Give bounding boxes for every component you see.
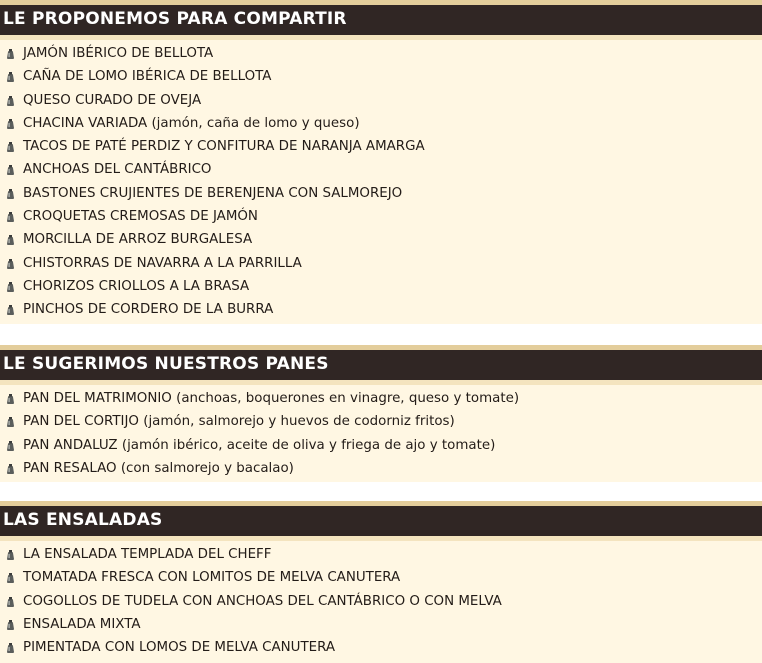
menu-item-label: TOMATADA FRESCA CON LOMITOS DE MELVA CANUTERA	[23, 570, 401, 586]
section-header	[0, 345, 762, 385]
bottle-icon	[6, 550, 15, 560]
menu-item	[0, 228, 762, 251]
menu-item	[0, 457, 762, 480]
menu-item-label: ENSALADA MIXTA	[23, 616, 141, 632]
menu-item	[0, 543, 762, 566]
menu-item-label: PINCHOS DE CORDERO DE LA BURRA	[23, 302, 274, 318]
menu-item	[0, 590, 762, 613]
section-header	[0, 0, 762, 40]
menu-item-label: ANCHOAS DEL CANTÁBRICO	[23, 162, 212, 178]
menu-item-label: CROQUETAS CREMOSAS DE JAMÓN	[23, 209, 258, 225]
bottle-icon	[6, 464, 15, 474]
menu-item	[0, 613, 762, 636]
menu-item-label: PAN DEL MATRIMONIO (anchoas, boquerones en vinagre, queso y tomate)	[23, 391, 520, 406]
bottle-icon	[6, 394, 15, 404]
menu-item	[0, 65, 762, 88]
bottle-icon	[6, 282, 15, 292]
menu-item-label: JAMÓN IBÉRICO DE BELLOTA	[23, 46, 214, 61]
menu-item	[0, 298, 762, 321]
bottle-icon	[6, 142, 15, 152]
menu-item	[0, 205, 762, 228]
bottle-icon	[6, 189, 15, 199]
bottle-icon	[6, 49, 15, 59]
menu-item-label: CHISTORRAS DE NAVARRA A LA PARRILLA	[23, 255, 302, 271]
menu-item	[0, 275, 762, 298]
bottle-icon	[6, 119, 15, 129]
menu-item-label: BASTONES CRUJIENTES DE BERENJENA CON SALMOREJO	[23, 185, 403, 201]
menu-item-label: PAN ANDALUZ (jamón ibérico, aceite de oliva y friega de ajo y tomate)	[23, 437, 496, 453]
menu-item	[0, 112, 762, 135]
menu-item-label: TACOS DE PATÉ PERDIZ Y CONFITURA DE NARANJA AMARGA	[23, 139, 425, 155]
menu-item-label: PAN RESALAO (con salmorejo y bacalao)	[23, 460, 294, 476]
menu-item	[0, 42, 762, 65]
bottle-icon	[6, 165, 15, 175]
section-panes	[0, 345, 762, 482]
bottle-icon	[6, 259, 15, 269]
section-compartir	[0, 0, 762, 324]
bottle-icon	[6, 72, 15, 82]
menu-item	[0, 135, 762, 158]
menu-item	[0, 636, 762, 659]
bottle-icon	[6, 417, 15, 427]
menu-item-label: CAÑA DE LOMO IBÉRICA DE BELLOTA	[23, 69, 272, 85]
bottle-icon	[6, 235, 15, 245]
bottle-icon	[6, 573, 15, 583]
section-title: LAS ENSALADAS	[3, 510, 163, 530]
menu-item	[0, 410, 762, 433]
bottle-icon	[6, 620, 15, 630]
bottle-icon	[6, 643, 15, 653]
section-header	[0, 501, 762, 541]
menu-item-label: QUESO CURADO DE OVEJA	[23, 92, 202, 108]
bottle-icon	[6, 96, 15, 106]
section-title: LE SUGERIMOS NUESTROS PANES	[3, 354, 329, 374]
menu-item-label: CHACINA VARIADA (jamón, caña de lomo y queso)	[23, 115, 360, 131]
menu-item	[0, 434, 762, 457]
bottle-icon	[6, 441, 15, 451]
menu-item-label: MORCILLA DE ARROZ BURGALESA	[23, 232, 253, 248]
bottle-icon	[6, 305, 15, 315]
menu-item	[0, 182, 762, 205]
menu-item-label: PAN DEL CORTIJO (jamón, salmorejo y huevos de codorniz fritos)	[23, 414, 455, 430]
section-title: LE PROPONEMOS PARA COMPARTIR	[3, 9, 347, 29]
menu-item	[0, 158, 762, 181]
menu-item-label: COGOLLOS DE TUDELA CON ANCHOAS DEL CANTÁBRICO O CON MELVA	[23, 593, 502, 609]
menu-list	[0, 541, 762, 663]
menu-item-label: CHORIZOS CRIOLLOS A LA BRASA	[23, 278, 250, 294]
bottle-icon	[6, 597, 15, 607]
menu-list	[0, 385, 762, 482]
menu-item-label: LA ENSALADA TEMPLADA DEL CHEFF	[23, 547, 272, 562]
section-ensaladas	[0, 501, 762, 663]
menu-item	[0, 566, 762, 589]
menu-list	[0, 40, 762, 324]
bottle-icon	[6, 212, 15, 222]
menu-item	[0, 387, 762, 410]
menu-item	[0, 89, 762, 112]
menu-item	[0, 252, 762, 275]
menu-item-label: PIMENTADA CON LOMOS DE MELVA CANUTERA	[23, 640, 336, 656]
